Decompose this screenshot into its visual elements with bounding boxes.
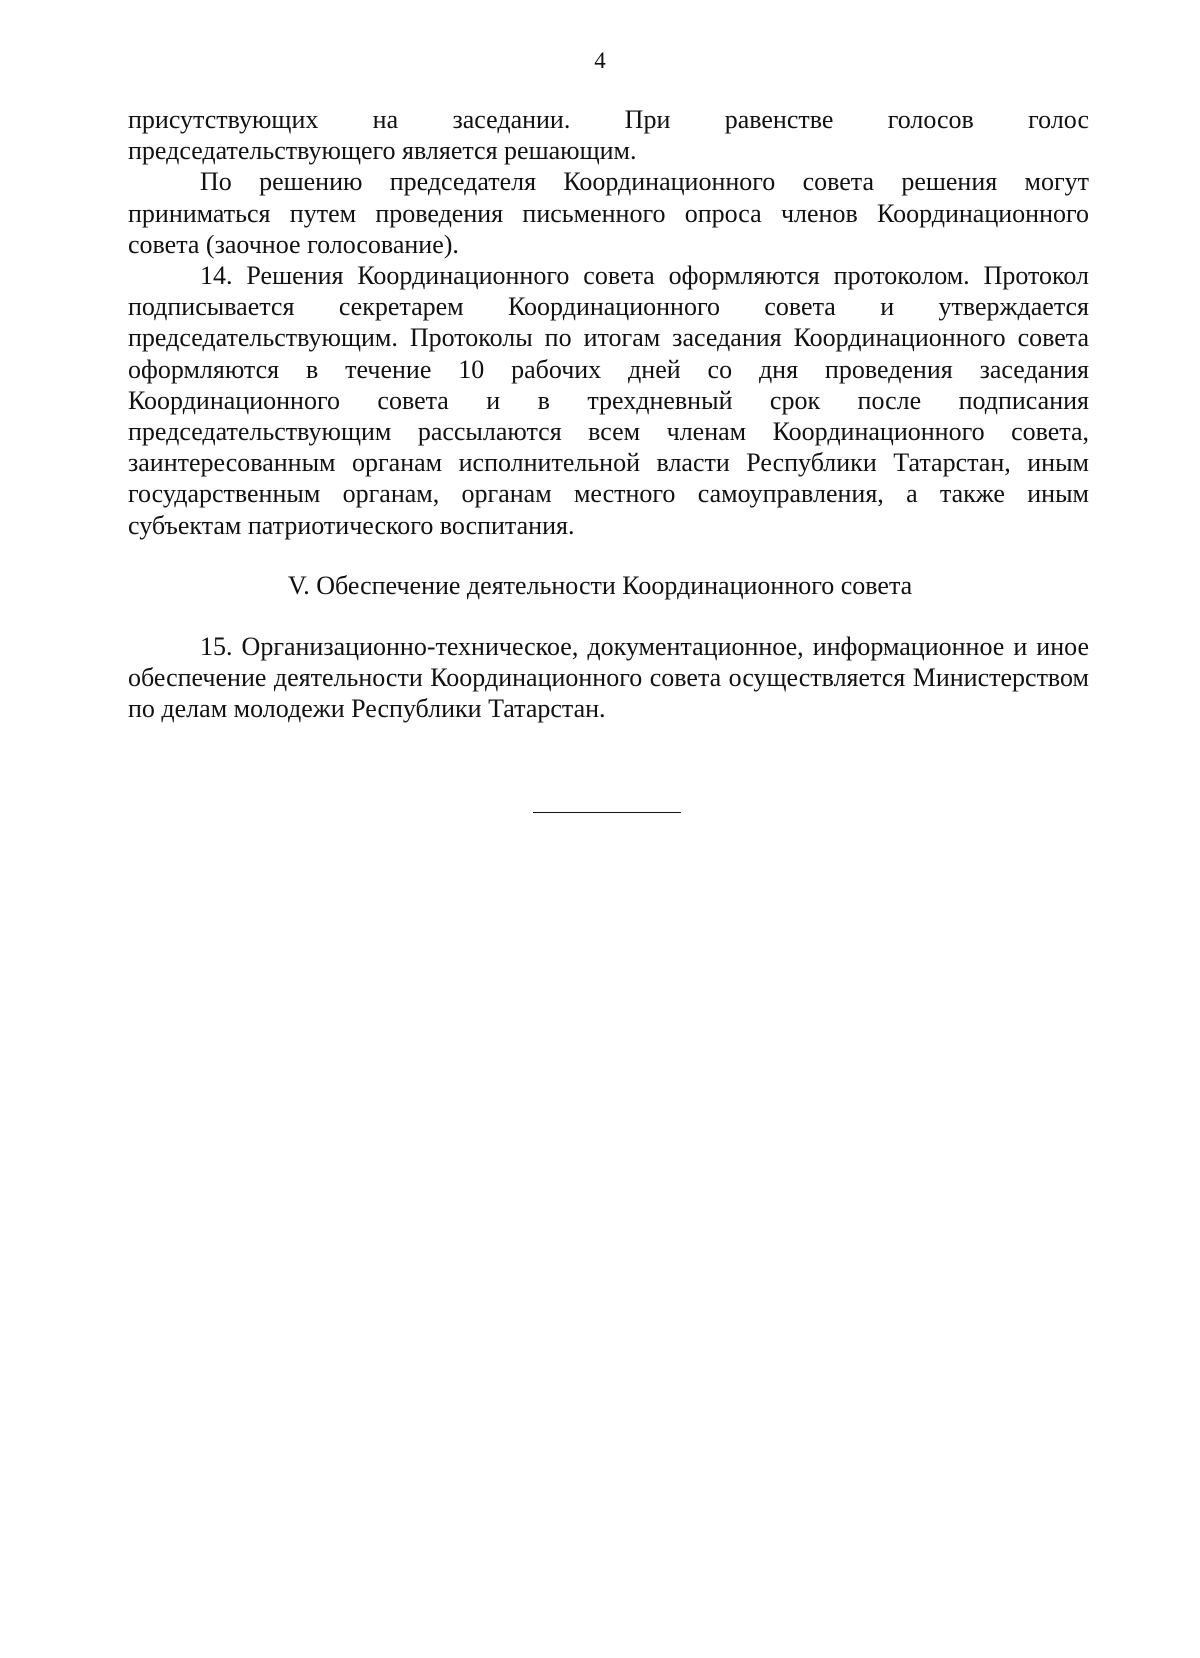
- paragraph-continuation-rest: председательствующего является решающим.: [128, 136, 637, 166]
- page-number: 4: [594, 48, 606, 73]
- section-body: [128, 631, 1089, 725]
- paragraph-absentee-voting: По решению председателя Координационного совета решения могут приниматься путем проведения письменного опроса членов Координационного совета (заочное голосование).: [128, 167, 1089, 259]
- paragraph-item-15: 15. Организационно-техническое, документационное, информационное и иное обеспечение деятельности Координационного совета осуществляется Министерством по делам молодежи Республики Татарстан.: [128, 632, 1089, 724]
- document-body: [128, 104, 1089, 541]
- end-divider: [533, 812, 681, 813]
- section-heading: V. Обеспечение деятельности Координационного совета: [287, 571, 913, 600]
- paragraph-item-14: 14. Решения Координационного совета оформляются протоколом. Протокол подписывается секретарем Координационного совета и утверждается председательствующим. Протоколы по итогам заседания Координационного совета оформляются в течение 10 рабочих дней со дня проведения заседания Координационного совета и в трехдневный срок после подписания председательствующим рассылаются всем членам Координационного совета, заинтересованным органам исполнительной власти Республики Татарстан, иным государственным органам, органам местного самоуправления, а также иным субъектам патриотического воспитания.: [128, 261, 1089, 540]
- paragraph-continuation: [128, 104, 1089, 166]
- justified-line: присутствующих на заседании. При равенстве голосов голос: [128, 105, 1089, 134]
